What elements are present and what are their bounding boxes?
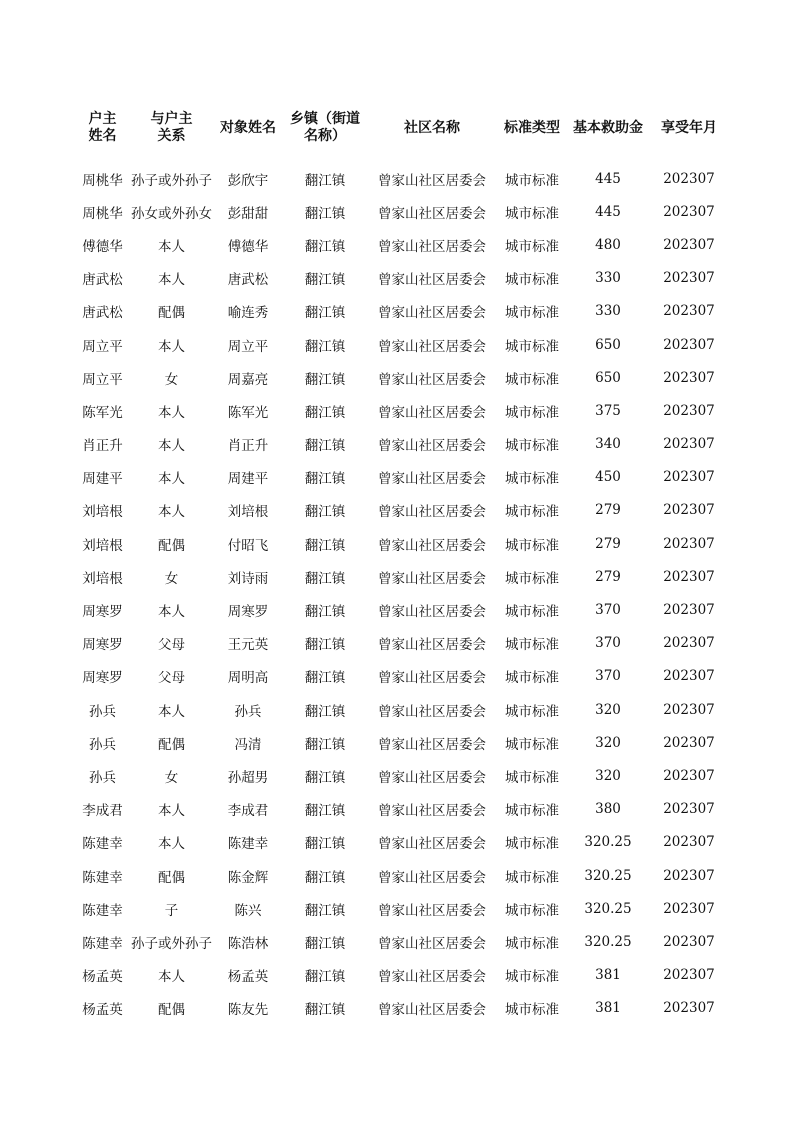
cell-standard-type: 城市标准: [505, 205, 559, 222]
cell-town: 翻江镇: [304, 438, 346, 455]
cell-standard-type: 城市标准: [505, 935, 559, 952]
table-row: [74, 295, 728, 328]
table-row: [74, 394, 728, 427]
cell-basic-aid: 320: [595, 701, 621, 718]
header-row: [74, 104, 728, 152]
cell-month: 202307: [663, 602, 715, 619]
cell-month: 202307: [663, 369, 715, 386]
table-row: [74, 428, 728, 461]
table-row: [74, 726, 728, 759]
cell-recipient-name: 周寒罗: [227, 604, 269, 621]
cell-month: 202307: [663, 469, 715, 486]
cell-town: 翻江镇: [304, 736, 346, 753]
cell-community: 曾家山社区居委会: [378, 471, 486, 488]
header-householder-name: 户主 姓名: [88, 111, 117, 144]
cell-standard-type: 城市标准: [505, 570, 559, 587]
cell-standard-type: 城市标准: [505, 471, 559, 488]
cell-householder-name: 周寒罗: [82, 670, 123, 687]
cell-relationship: 孙子或外孙子: [131, 935, 212, 952]
cell-recipient-name: 周立平: [227, 338, 269, 355]
cell-community: 曾家山社区居委会: [378, 769, 486, 786]
cell-householder-name: 陈建幸: [82, 836, 123, 853]
cell-householder-name: 陈军光: [82, 404, 123, 421]
cell-recipient-name: 唐武松: [227, 272, 269, 289]
cell-standard-type: 城市标准: [505, 338, 559, 355]
cell-community: 曾家山社区居委会: [378, 305, 486, 322]
cell-relationship: 本人: [158, 438, 185, 455]
cell-month: 202307: [663, 402, 715, 419]
cell-basic-aid: 450: [595, 469, 621, 486]
cell-town: 翻江镇: [304, 703, 346, 720]
cell-standard-type: 城市标准: [505, 1002, 559, 1019]
table-row: [74, 593, 728, 626]
cell-basic-aid: 320.25: [584, 834, 632, 851]
cell-basic-aid: 650: [595, 336, 621, 353]
cell-relationship: 配偶: [158, 736, 185, 753]
cell-recipient-name: 彭欣宇: [227, 172, 269, 189]
cell-community: 曾家山社区居委会: [378, 205, 486, 222]
cell-standard-type: 城市标准: [505, 371, 559, 388]
cell-recipient-name: 王元英: [227, 637, 269, 654]
cell-month: 202307: [663, 303, 715, 320]
cell-basic-aid: 370: [595, 635, 621, 652]
cell-month: 202307: [663, 933, 715, 950]
cell-recipient-name: 陈兴: [234, 902, 262, 919]
cell-community: 曾家山社区居委会: [378, 935, 486, 952]
cell-community: 曾家山社区居委会: [378, 902, 486, 919]
cell-standard-type: 城市标准: [505, 836, 559, 853]
cell-standard-type: 城市标准: [505, 404, 559, 421]
cell-householder-name: 肖正升: [82, 438, 123, 455]
cell-recipient-name: 孙兵: [234, 703, 262, 720]
cell-householder-name: 孙兵: [89, 736, 116, 753]
cell-month: 202307: [663, 502, 715, 519]
cell-town: 翻江镇: [304, 869, 346, 886]
cell-recipient-name: 陈浩林: [227, 935, 269, 952]
table-row: [74, 627, 728, 660]
table-row: [74, 195, 728, 228]
table-row: [74, 527, 728, 560]
header-standard-type: 标准类型: [504, 119, 560, 136]
cell-basic-aid: 375: [595, 402, 621, 419]
cell-householder-name: 周寒罗: [82, 637, 123, 654]
cell-standard-type: 城市标准: [505, 803, 559, 820]
cell-town: 翻江镇: [304, 504, 346, 521]
cell-basic-aid: 330: [595, 303, 621, 320]
cell-town: 翻江镇: [304, 238, 346, 255]
table-row: [74, 925, 728, 958]
cell-town: 翻江镇: [304, 272, 346, 289]
cell-householder-name: 李成君: [82, 803, 123, 820]
cell-basic-aid: 445: [595, 170, 621, 187]
cell-relationship: 孙子或外孙子: [131, 172, 212, 189]
cell-standard-type: 城市标准: [505, 769, 559, 786]
cell-recipient-name: 陈金辉: [227, 869, 269, 886]
cell-community: 曾家山社区居委会: [378, 570, 486, 587]
table-row: [74, 461, 728, 494]
cell-relationship: 本人: [158, 803, 185, 820]
cell-month: 202307: [663, 834, 715, 851]
table-row: [74, 228, 728, 261]
cell-standard-type: 城市标准: [505, 902, 559, 919]
cell-month: 202307: [663, 767, 715, 784]
cell-month: 202307: [663, 668, 715, 685]
cell-community: 曾家山社区居委会: [378, 637, 486, 654]
cell-householder-name: 刘培根: [82, 504, 123, 521]
cell-month: 202307: [663, 170, 715, 187]
cell-town: 翻江镇: [304, 836, 346, 853]
cell-standard-type: 城市标准: [505, 537, 559, 554]
cell-relationship: 女: [164, 769, 179, 786]
cell-householder-name: 孙兵: [89, 703, 116, 720]
cell-town: 翻江镇: [304, 769, 346, 786]
cell-recipient-name: 冯清: [234, 736, 262, 753]
header-recipient-name: 对象姓名: [220, 119, 276, 136]
cell-month: 202307: [663, 336, 715, 353]
cell-basic-aid: 370: [595, 668, 621, 685]
cell-basic-aid: 320.25: [584, 933, 632, 950]
cell-community: 曾家山社区居委会: [378, 736, 486, 753]
table-row: [74, 693, 728, 726]
table-body: [74, 162, 728, 1025]
cell-relationship: 本人: [158, 238, 185, 255]
cell-town: 翻江镇: [304, 935, 346, 952]
cell-recipient-name: 傅德华: [227, 238, 269, 255]
cell-recipient-name: 肖正升: [227, 438, 269, 455]
cell-month: 202307: [663, 436, 715, 453]
cell-householder-name: 刘培根: [82, 537, 123, 554]
cell-basic-aid: 381: [595, 967, 621, 984]
cell-relationship: 子: [164, 902, 179, 919]
cell-standard-type: 城市标准: [505, 736, 559, 753]
cell-recipient-name: 彭甜甜: [227, 205, 269, 222]
cell-relationship: 本人: [158, 703, 185, 720]
cell-householder-name: 周建平: [82, 471, 123, 488]
cell-community: 曾家山社区居委会: [378, 537, 486, 554]
cell-standard-type: 城市标准: [505, 703, 559, 720]
cell-basic-aid: 279: [595, 502, 621, 519]
cell-town: 翻江镇: [304, 570, 346, 587]
cell-month: 202307: [663, 701, 715, 718]
cell-community: 曾家山社区居委会: [378, 969, 486, 986]
cell-householder-name: 杨孟英: [82, 1002, 123, 1019]
cell-month: 202307: [663, 270, 715, 287]
cell-standard-type: 城市标准: [505, 670, 559, 687]
cell-relationship: 配偶: [158, 537, 185, 554]
cell-community: 曾家山社区居委会: [378, 404, 486, 421]
cell-community: 曾家山社区居委会: [378, 670, 486, 687]
cell-householder-name: 陈建幸: [82, 902, 123, 919]
cell-relationship: 孙女或外孙女: [131, 205, 212, 222]
cell-standard-type: 城市标准: [505, 172, 559, 189]
cell-community: 曾家山社区居委会: [378, 803, 486, 820]
table-row: [74, 361, 728, 394]
cell-basic-aid: 279: [595, 568, 621, 585]
header-basic-aid: 基本救助金: [573, 119, 643, 136]
cell-householder-name: 陈建幸: [82, 935, 123, 952]
cell-month: 202307: [663, 1000, 715, 1017]
cell-recipient-name: 陈友先: [227, 1002, 269, 1019]
cell-householder-name: 唐武松: [82, 272, 123, 289]
cell-householder-name: 周立平: [82, 371, 123, 388]
relief-table: [74, 104, 728, 1025]
cell-town: 翻江镇: [304, 305, 346, 322]
cell-standard-type: 城市标准: [505, 305, 559, 322]
cell-recipient-name: 周嘉亮: [227, 371, 269, 388]
cell-month: 202307: [663, 967, 715, 984]
table-row: [74, 759, 728, 792]
header-month: 享受年月: [661, 119, 717, 136]
cell-householder-name: 陈建幸: [82, 869, 123, 886]
cell-standard-type: 城市标准: [505, 438, 559, 455]
cell-householder-name: 孙兵: [89, 769, 116, 786]
cell-town: 翻江镇: [304, 371, 346, 388]
cell-recipient-name: 陈建幸: [227, 836, 269, 853]
header-community: 社区名称: [404, 119, 460, 136]
cell-basic-aid: 370: [595, 602, 621, 619]
table-row: [74, 328, 728, 361]
cell-community: 曾家山社区居委会: [378, 338, 486, 355]
cell-relationship: 女: [164, 570, 179, 587]
cell-relationship: 本人: [158, 969, 185, 986]
cell-town: 翻江镇: [304, 537, 346, 554]
cell-recipient-name: 杨孟英: [227, 969, 269, 986]
cell-community: 曾家山社区居委会: [378, 836, 486, 853]
cell-recipient-name: 陈军光: [227, 404, 269, 421]
relief-list-sheet: [74, 104, 728, 1025]
cell-month: 202307: [663, 801, 715, 818]
cell-relationship: 本人: [158, 836, 185, 853]
cell-recipient-name: 李成君: [227, 803, 269, 820]
cell-relationship: 本人: [158, 338, 185, 355]
cell-standard-type: 城市标准: [505, 238, 559, 255]
cell-community: 曾家山社区居委会: [378, 1002, 486, 1019]
table-row: [74, 660, 728, 693]
table-row: [74, 826, 728, 859]
header-town: 乡镇（街道 名称）: [290, 111, 360, 144]
cell-basic-aid: 650: [595, 369, 621, 386]
cell-basic-aid: 320.25: [584, 867, 632, 884]
cell-month: 202307: [663, 203, 715, 220]
cell-standard-type: 城市标准: [505, 637, 559, 654]
cell-householder-name: 杨孟英: [82, 969, 123, 986]
cell-community: 曾家山社区居委会: [378, 238, 486, 255]
cell-community: 曾家山社区居委会: [378, 703, 486, 720]
cell-community: 曾家山社区居委会: [378, 869, 486, 886]
cell-standard-type: 城市标准: [505, 272, 559, 289]
cell-relationship: 本人: [158, 604, 185, 621]
cell-town: 翻江镇: [304, 902, 346, 919]
cell-town: 翻江镇: [304, 404, 346, 421]
table-row: [74, 162, 728, 195]
table-row: [74, 992, 728, 1025]
cell-recipient-name: 孙超男: [227, 769, 269, 786]
cell-basic-aid: 380: [595, 801, 621, 818]
cell-town: 翻江镇: [304, 670, 346, 687]
cell-community: 曾家山社区居委会: [378, 172, 486, 189]
cell-town: 翻江镇: [304, 969, 346, 986]
cell-relationship: 本人: [158, 404, 185, 421]
cell-relationship: 配偶: [158, 1002, 185, 1019]
cell-basic-aid: 330: [595, 270, 621, 287]
cell-householder-name: 刘培根: [82, 570, 123, 587]
cell-basic-aid: 320.25: [584, 900, 632, 917]
cell-householder-name: 傅德华: [82, 238, 123, 255]
header-relationship: 与户主 关系: [150, 111, 193, 144]
cell-basic-aid: 445: [595, 203, 621, 220]
cell-relationship: 本人: [158, 272, 185, 289]
table-row: [74, 793, 728, 826]
cell-recipient-name: 刘培根: [227, 504, 269, 521]
cell-recipient-name: 周明高: [227, 670, 269, 687]
cell-town: 翻江镇: [304, 471, 346, 488]
cell-town: 翻江镇: [304, 338, 346, 355]
cell-town: 翻江镇: [304, 172, 346, 189]
cell-month: 202307: [663, 900, 715, 917]
table-row: [74, 494, 728, 527]
cell-recipient-name: 付昭飞: [227, 537, 269, 554]
table-row: [74, 892, 728, 925]
table-row: [74, 560, 728, 593]
cell-recipient-name: 喻连秀: [227, 305, 269, 322]
cell-community: 曾家山社区居委会: [378, 272, 486, 289]
cell-town: 翻江镇: [304, 604, 346, 621]
cell-relationship: 配偶: [158, 869, 185, 886]
cell-householder-name: 周桃华: [82, 172, 123, 189]
cell-basic-aid: 279: [595, 535, 621, 552]
cell-town: 翻江镇: [304, 637, 346, 654]
cell-town: 翻江镇: [304, 1002, 346, 1019]
cell-community: 曾家山社区居委会: [378, 371, 486, 388]
cell-month: 202307: [663, 635, 715, 652]
cell-community: 曾家山社区居委会: [378, 438, 486, 455]
cell-relationship: 本人: [158, 471, 185, 488]
cell-month: 202307: [663, 236, 715, 253]
table-row: [74, 859, 728, 892]
cell-town: 翻江镇: [304, 803, 346, 820]
cell-standard-type: 城市标准: [505, 969, 559, 986]
cell-recipient-name: 刘诗雨: [227, 570, 269, 587]
cell-householder-name: 唐武松: [82, 305, 123, 322]
cell-month: 202307: [663, 734, 715, 751]
cell-relationship: 本人: [158, 504, 185, 521]
cell-relationship: 女: [164, 371, 179, 388]
cell-basic-aid: 480: [595, 236, 621, 253]
table-row: [74, 262, 728, 295]
cell-community: 曾家山社区居委会: [378, 504, 486, 521]
cell-standard-type: 城市标准: [505, 604, 559, 621]
table-row: [74, 959, 728, 992]
cell-community: 曾家山社区居委会: [378, 604, 486, 621]
cell-basic-aid: 381: [595, 1000, 621, 1017]
cell-month: 202307: [663, 535, 715, 552]
cell-basic-aid: 340: [595, 436, 621, 453]
cell-standard-type: 城市标准: [505, 504, 559, 521]
cell-householder-name: 周寒罗: [82, 604, 123, 621]
cell-relationship: 父母: [158, 637, 185, 654]
cell-basic-aid: 320: [595, 734, 621, 751]
cell-relationship: 父母: [158, 670, 185, 687]
cell-month: 202307: [663, 568, 715, 585]
cell-relationship: 配偶: [158, 305, 185, 322]
cell-standard-type: 城市标准: [505, 869, 559, 886]
cell-basic-aid: 320: [595, 767, 621, 784]
cell-householder-name: 周立平: [82, 338, 123, 355]
cell-householder-name: 周桃华: [82, 205, 123, 222]
cell-month: 202307: [663, 867, 715, 884]
cell-town: 翻江镇: [304, 205, 346, 222]
cell-recipient-name: 周建平: [227, 471, 269, 488]
